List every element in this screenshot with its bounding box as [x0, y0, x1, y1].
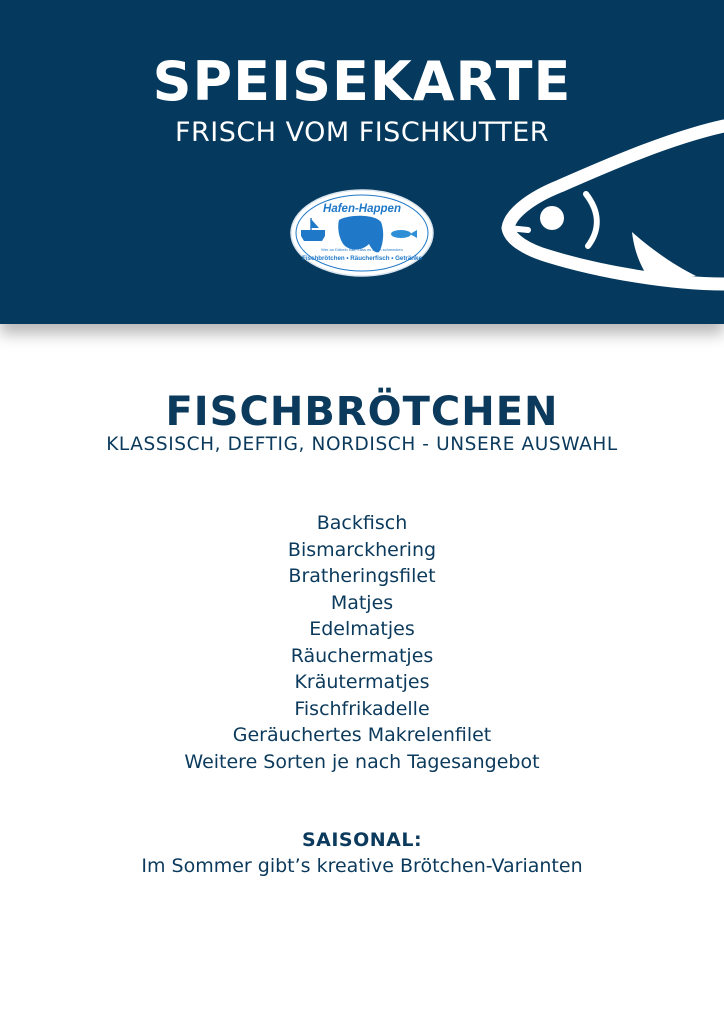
- logo-name: Hafen-Happen: [323, 203, 401, 215]
- menu-item: Matjes: [330, 591, 394, 614]
- seasonal-label: SAISONAL:: [301, 829, 423, 851]
- menu-item-list: [0, 510, 724, 775]
- menu-item: Edelmatjes: [309, 618, 415, 640]
- hafen-happen-logo: [289, 188, 435, 278]
- menu-item: Backfisch: [316, 512, 408, 534]
- header-banner: [0, 0, 724, 324]
- menu-item: Kräutermatjes: [294, 671, 430, 693]
- menu-item: Weitere Sorten je nach Tagesangebot: [184, 750, 540, 773]
- logo-products: Fischbrötchen • Räucherfisch • Getränke: [302, 255, 422, 262]
- seasonal-text: Im Sommer gibt’s kreative Brötchen-Varianten: [141, 855, 583, 877]
- logo-tagline: Wer an Döbeln hält, Lass es Euch schmecken: [321, 247, 403, 252]
- section-subtitle: KLASSISCH, DEFTIG, NORDISCH - UNSERE AUSWAHL: [106, 434, 618, 455]
- menu-item: Bratheringsfilet: [288, 565, 436, 587]
- menu-item: Bismarckhering: [287, 538, 437, 561]
- fish-outline-icon: [500, 116, 724, 296]
- menu-item: Fischfrikadelle: [294, 697, 430, 720]
- menu-title: SPEISEKARTE: [152, 50, 572, 113]
- menu-item: Räuchermatjes: [290, 644, 434, 667]
- section-title: FISCHBRÖTCHEN: [165, 389, 559, 435]
- menu-item: Geräuchertes Makrelenfilet: [232, 724, 492, 746]
- menu-subtitle: FRISCH VOM FISCHKUTTER: [174, 117, 550, 148]
